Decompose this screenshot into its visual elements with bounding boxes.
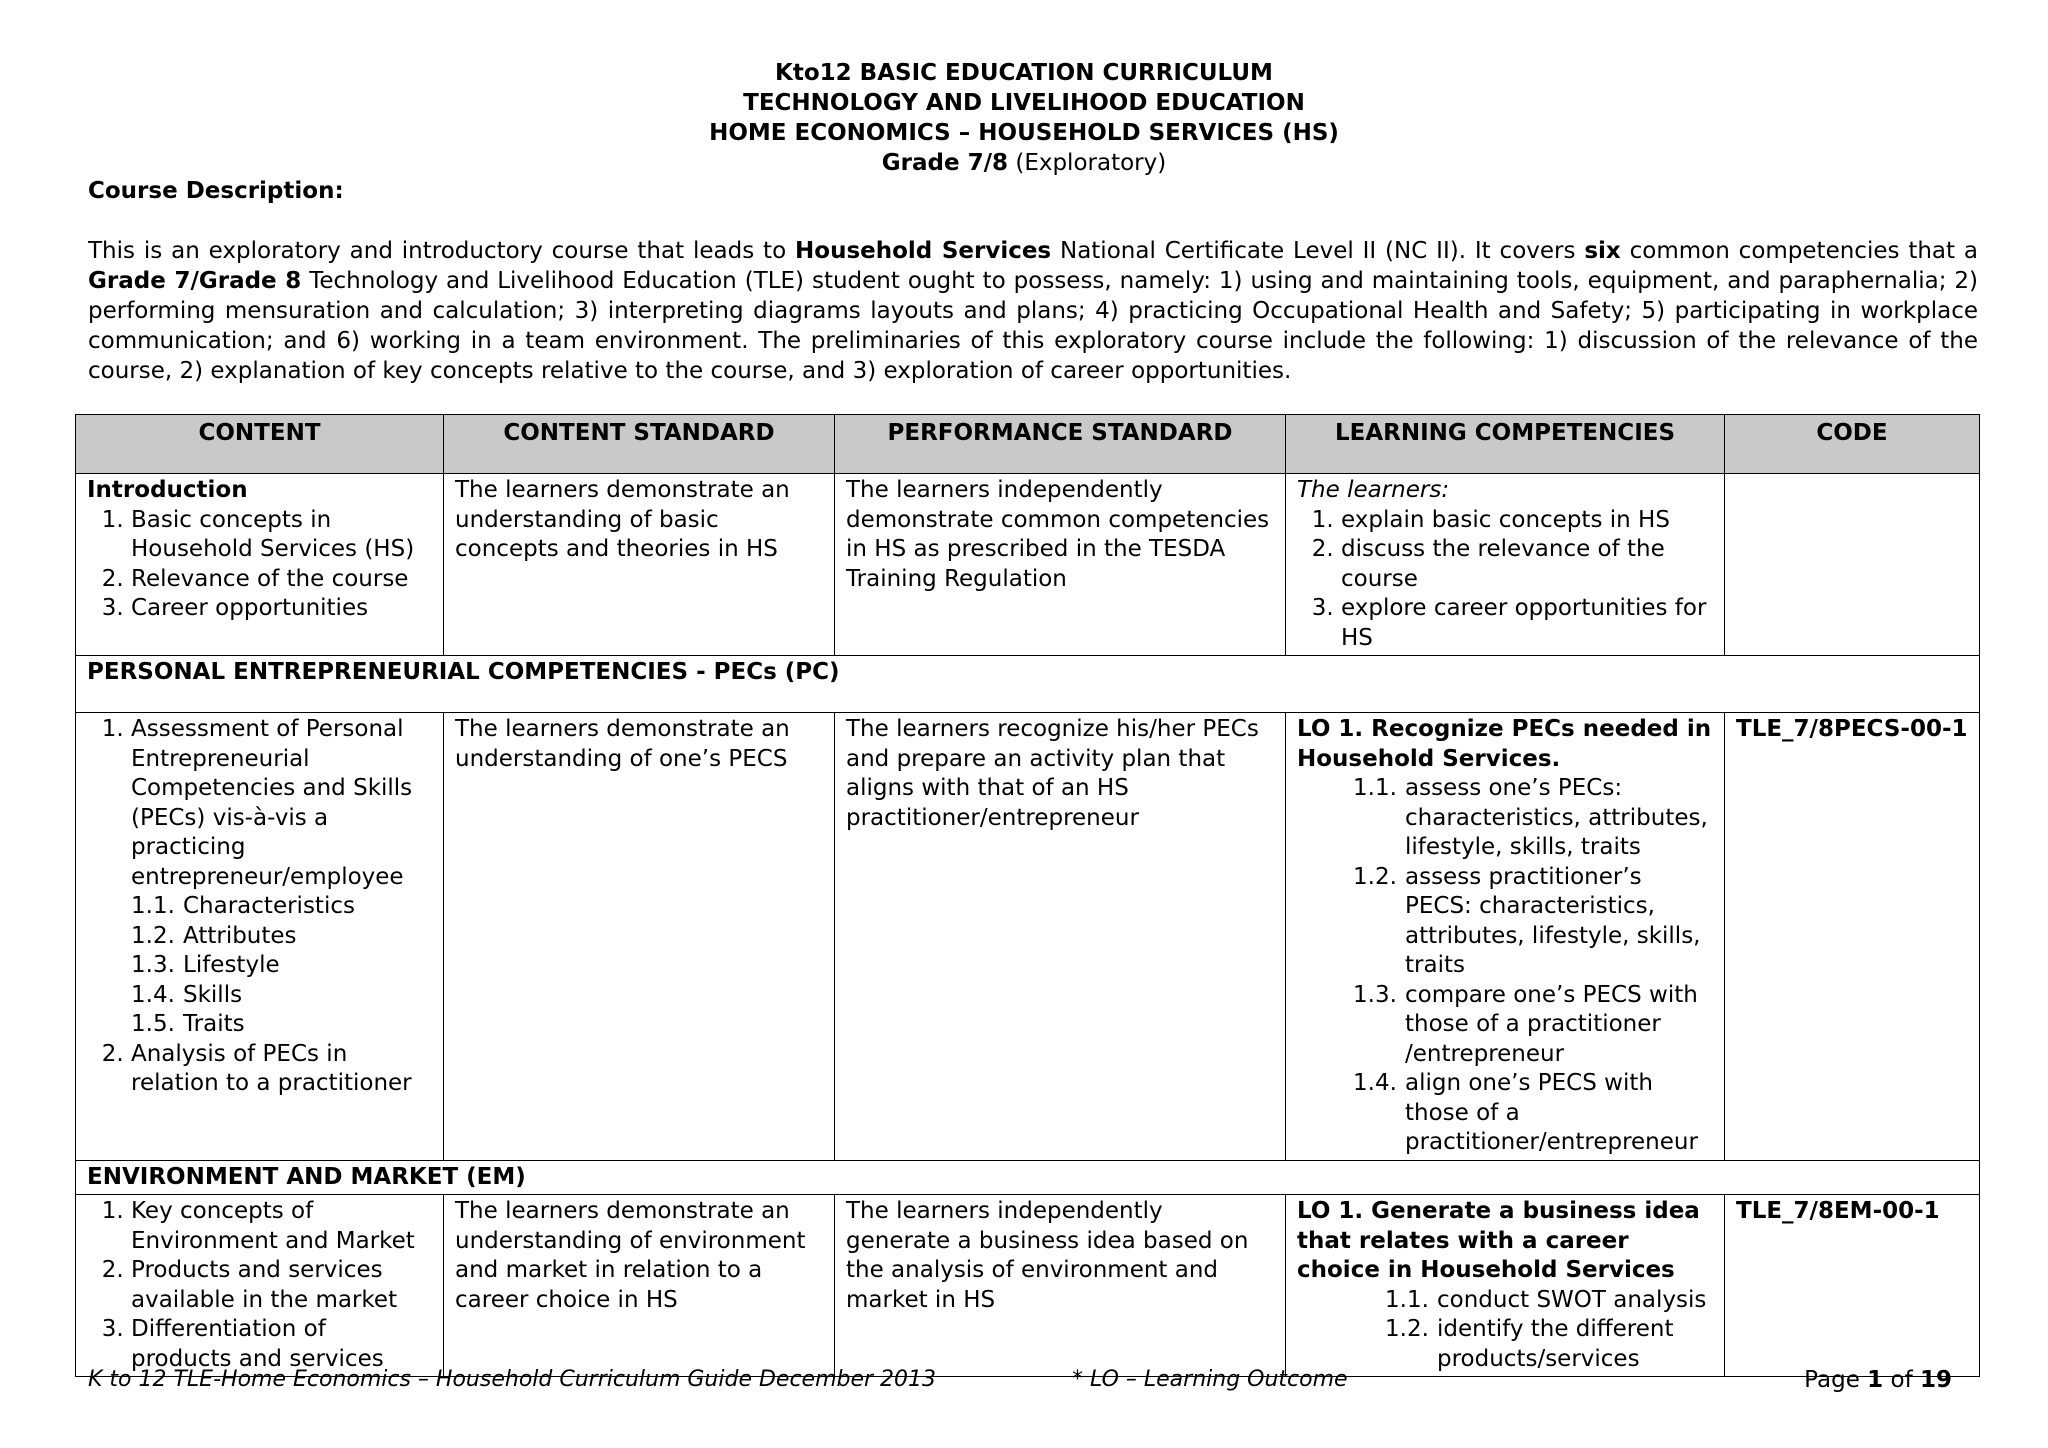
table-row xyxy=(76,474,1980,656)
intro-code xyxy=(1725,474,1980,656)
table-row xyxy=(76,1195,1980,1377)
pec-item-1: Assessment of Personal Entrepreneurial Competencies and Skills (PECs) vis-à-vis a practicing entrepreneur/employee xyxy=(131,716,413,890)
list-item: 1.1. assess one’s PECs: characteristics, attributes, lifestyle, skills, traits xyxy=(1353,775,1708,860)
em-lo-list xyxy=(1297,1286,1713,1375)
desc-part-1: This is an exploratory and introductory course that leads to xyxy=(88,238,796,264)
header-content: CONTENT xyxy=(76,415,444,474)
list-item: 1.3. compare one’s PECS with those of a practitioner /entrepreneur xyxy=(1353,981,1698,1067)
grade-qualifier: (Exploratory) xyxy=(1008,150,1167,176)
intro-content-list xyxy=(87,506,432,624)
table-header-row xyxy=(76,415,1980,474)
course-description xyxy=(88,236,1978,386)
pec-code: TLE_7/8PECS-00-1 xyxy=(1725,713,1980,1161)
header-performance-standard: PERFORMANCE STANDARD xyxy=(835,415,1286,474)
section-row-em xyxy=(76,1160,1980,1195)
list-item: 1. Basic concepts in Household Services (HS) xyxy=(131,506,432,565)
desc-part-3: common competencies that a xyxy=(1620,238,1979,264)
desc-bold-1: Household Services xyxy=(795,238,1052,264)
list-item: 2. Products and services available in the market xyxy=(131,1256,432,1315)
em-content-list xyxy=(87,1197,432,1374)
intro-content-cell xyxy=(76,474,444,656)
pec-content-standard: The learners demonstrate an understanding of one’s PECS xyxy=(444,713,835,1161)
grade-label: Grade 7/8 xyxy=(881,150,1009,176)
em-content-cell xyxy=(76,1195,444,1377)
list-item: 1.2. assess practitioner’s PECS: characteristics, attributes, lifestyle, skills, traits xyxy=(1353,863,1701,978)
em-lo-title: LO 1. Generate a business idea that relates with a career choice in Household Services xyxy=(1297,1198,1700,1283)
list-item: 1.3. Lifestyle xyxy=(131,952,280,978)
pec-lo-list xyxy=(1297,774,1713,1158)
list-item: 1.2. identify the different products/services xyxy=(1385,1316,1674,1372)
course-description-label: Course Description: xyxy=(88,178,344,204)
header-line-3: HOME ECONOMICS – HOUSEHOLD SERVICES (HS) xyxy=(709,120,1339,146)
curriculum-table xyxy=(75,414,1980,1377)
header-learning-competencies: LEARNING COMPETENCIES xyxy=(1286,415,1725,474)
pec-lo-title: LO 1. Recognize PECs needed in Household Services. xyxy=(1297,716,1712,772)
list-item: 2. Relevance of the course xyxy=(131,565,432,595)
list-item xyxy=(131,715,432,1040)
desc-part-2: National Certificate Level II (NC II). It covers xyxy=(1051,238,1585,264)
em-performance-standard: The learners independently generate a business idea based on the analysis of environment and market in HS xyxy=(835,1195,1286,1377)
list-item: 1.4. align one’s PECS with those of a practitioner/entrepreneur xyxy=(1353,1070,1698,1155)
desc-bold-2: six xyxy=(1584,238,1621,264)
pec-performance-standard: The learners recognize his/her PECs and prepare an activity plan that aligns with that of an HS practitioner/entrepreneur xyxy=(835,713,1286,1161)
desc-part-4: Technology and Livelihood Education (TLE) student ought to possess, namely: 1) using and maintaining tools, equipment, and paraphernalia; 2) performing mensuration and calculation; 3) interpreting diagrams layouts and plans; 4) practicing Occupational Health and Safety; 5) participating in workplace communication; and 6) working in a team environment. The preliminaries of this exploratory course include the following: 1) discussion of the relevance of the course, 2) explanation of key concepts relative to the course, and 3) exploration of career opportunities. xyxy=(88,268,1978,384)
header-code: CODE xyxy=(1725,415,1980,474)
intro-performance-standard: The learners independently demonstrate common competencies in HS as prescribed in the TESDA Training Regulation xyxy=(835,474,1286,656)
page-number: Page 1 of 19 xyxy=(1804,1367,1952,1393)
pec-content-cell xyxy=(76,713,444,1161)
list-item: 1.2. Attributes xyxy=(131,922,297,949)
desc-bold-3: Grade 7/Grade 8 xyxy=(88,268,302,294)
list-item: 1.1. conduct SWOT analysis xyxy=(1385,1286,1707,1313)
em-content-standard: The learners demonstrate an understanding of environment and market in relation to a career choice in HS xyxy=(444,1195,835,1377)
em-section-title: ENVIRONMENT AND MARKET (EM) xyxy=(87,1163,526,1190)
section-row-pecs xyxy=(76,656,1980,713)
list-item: 1.1. Characteristics xyxy=(131,893,355,919)
intro-title: Introduction xyxy=(87,477,248,503)
footer-note: * LO – Learning Outcome xyxy=(1072,1367,1348,1392)
list-item: 1.5. Traits xyxy=(131,1011,245,1037)
intro-lc-list xyxy=(1297,506,1713,654)
document-header xyxy=(0,58,2048,178)
pecs-section-title: PERSONAL ENTREPRENEURIAL COMPETENCIES - PECs (PC) xyxy=(87,659,840,685)
list-item: 2. Analysis of PECs in relation to a practitioner xyxy=(131,1040,432,1099)
table-row xyxy=(76,713,1980,1161)
list-item: 2. discuss the relevance of the course xyxy=(1341,535,1713,594)
list-item: 1.4. Skills xyxy=(131,981,243,1008)
em-learning-competencies xyxy=(1286,1195,1725,1377)
pec-learning-competencies xyxy=(1286,713,1725,1161)
intro-learning-competencies xyxy=(1286,474,1725,656)
list-item: 1. explain basic concepts in HS xyxy=(1341,506,1713,536)
header-line-1: Kto12 BASIC EDUCATION CURRICULUM xyxy=(775,60,1273,86)
header-grade xyxy=(0,148,2048,178)
pec-content-list xyxy=(87,715,432,1099)
pec-sub-list xyxy=(131,892,432,1040)
header-line-2: TECHNOLOGY AND LIVELIHOOD EDUCATION xyxy=(743,90,1305,116)
list-item: 1. Key concepts of Environment and Market xyxy=(131,1197,432,1256)
list-item: 3. Career opportunities xyxy=(131,594,432,624)
intro-content-standard: The learners demonstrate an understanding of basic concepts and theories in HS xyxy=(444,474,835,656)
list-item: 3. explore career opportunities for HS xyxy=(1341,594,1713,653)
footer-guide-title: K to 12 TLE-Home Economics – Household Curriculum Guide December 2013 xyxy=(88,1367,937,1392)
list-item: 3. Differentiation of products and services xyxy=(131,1315,432,1374)
lc-intro-label: The learners: xyxy=(1297,477,1450,503)
em-code: TLE_7/8EM-00-1 xyxy=(1725,1195,1980,1377)
header-content-standard: CONTENT STANDARD xyxy=(444,415,835,474)
